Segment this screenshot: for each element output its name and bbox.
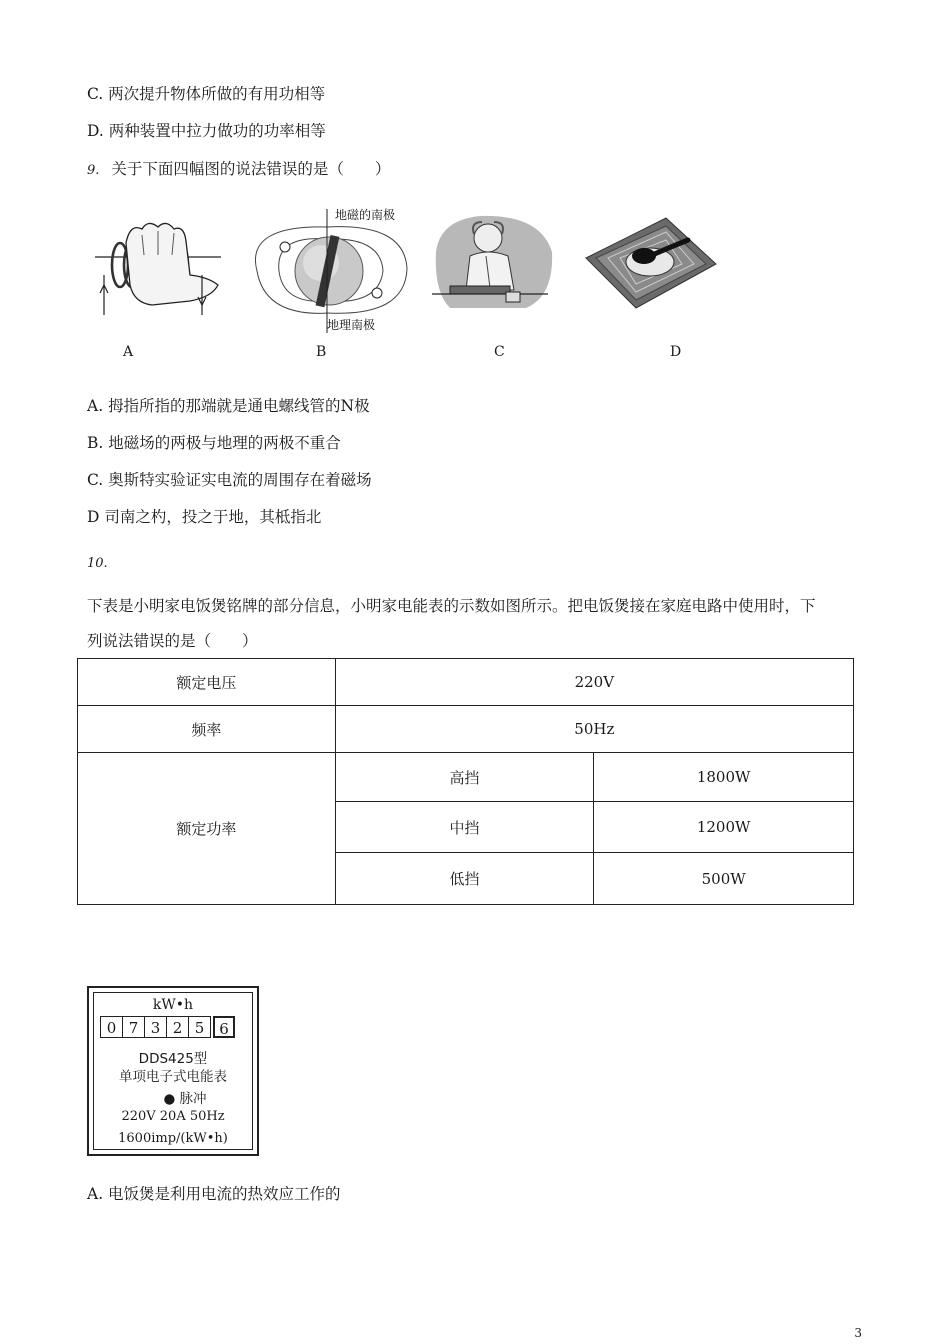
table-row bbox=[78, 659, 854, 706]
table-row bbox=[78, 706, 854, 753]
q10-stem-line-2: 列说法错误的是（ ） bbox=[87, 632, 258, 650]
q9-stem: 关于下面四幅图的说法错误的是（ ） bbox=[111, 160, 391, 178]
figure-b-earth-magnetic-field bbox=[255, 205, 415, 335]
q10-option-a: A. 电饭煲是利用电流的热效应工作的 bbox=[87, 1185, 341, 1203]
figure-c-label: C bbox=[494, 344, 505, 360]
figure-a-right-hand-rule bbox=[90, 215, 226, 321]
electricity-meter bbox=[87, 986, 259, 1156]
q9-option-d: D 司南之杓，投之于地，其柢指北 bbox=[87, 508, 322, 526]
q9-option-a: A. 拇指所指的那端就是通电螺线管的N极 bbox=[87, 397, 370, 415]
meter-constant: 1600imp/(kW•h) bbox=[118, 1131, 228, 1146]
gear-medium-power: 1200W bbox=[594, 802, 854, 853]
gear-high-power: 1800W bbox=[594, 753, 854, 802]
rated-power-label: 额定功率 bbox=[78, 753, 336, 905]
q9-option-b: B. 地磁场的两极与地理的两极不重合 bbox=[87, 434, 341, 452]
rated-voltage-label: 额定电压 bbox=[78, 659, 336, 706]
figure-a-label: A bbox=[123, 344, 134, 360]
figure-b-top-label: 地磁的南极 bbox=[335, 208, 396, 222]
q9-stem-line bbox=[87, 157, 390, 179]
q10-stem-line-1: 下表是小明家电饭煲铭牌的部分信息，小明家电能表的示数如图所示。把电饭煲接在家庭电路中使用时，下 bbox=[87, 597, 816, 615]
meter-digit: 3 bbox=[144, 1016, 167, 1038]
figure-b-label: B bbox=[316, 344, 327, 360]
meter-unit: kW•h bbox=[152, 997, 194, 1013]
figure-d-sinan-compass bbox=[580, 212, 720, 312]
gear-low-power: 500W bbox=[594, 853, 854, 905]
q9-option-c: C. 奥斯特实验证实电流的周围存在着磁场 bbox=[87, 471, 372, 489]
q8-option-d: D. 两种装置中拉力做功的功率相等 bbox=[87, 122, 326, 140]
rice-cooker-spec-table bbox=[77, 658, 854, 905]
meter-digits bbox=[100, 1016, 234, 1038]
q9-number: 9. bbox=[87, 163, 100, 178]
meter-decimal-digit: 6 bbox=[213, 1016, 235, 1038]
q10-number: 10. bbox=[87, 556, 108, 571]
meter-digit: 7 bbox=[122, 1016, 145, 1038]
meter-model: DDS425型 bbox=[138, 1051, 208, 1067]
figure-d-label: D bbox=[670, 344, 682, 360]
meter-digit: 0 bbox=[100, 1016, 123, 1038]
page-number: 3 bbox=[854, 1326, 862, 1340]
meter-digit: 2 bbox=[166, 1016, 189, 1038]
meter-type: 单项电子式电能表 bbox=[119, 1069, 227, 1085]
frequency-value: 50Hz bbox=[335, 706, 853, 753]
meter-digit: 5 bbox=[188, 1016, 211, 1038]
figure-b-bottom-label: 地理南极 bbox=[327, 318, 376, 332]
gear-medium-name: 中挡 bbox=[335, 802, 594, 853]
gear-high-name: 高挡 bbox=[335, 753, 594, 802]
meter-rating: 220V 20A 50Hz bbox=[121, 1109, 225, 1124]
table-row bbox=[78, 753, 854, 802]
q8-option-c: C. 两次提升物体所做的有用功相等 bbox=[87, 85, 326, 103]
figure-c-oersted-experiment bbox=[430, 212, 555, 312]
gear-low-name: 低挡 bbox=[335, 853, 594, 905]
frequency-label: 频率 bbox=[78, 706, 336, 753]
meter-pulse: ● 脉冲 bbox=[163, 1091, 207, 1107]
rated-voltage-value: 220V bbox=[335, 659, 853, 706]
